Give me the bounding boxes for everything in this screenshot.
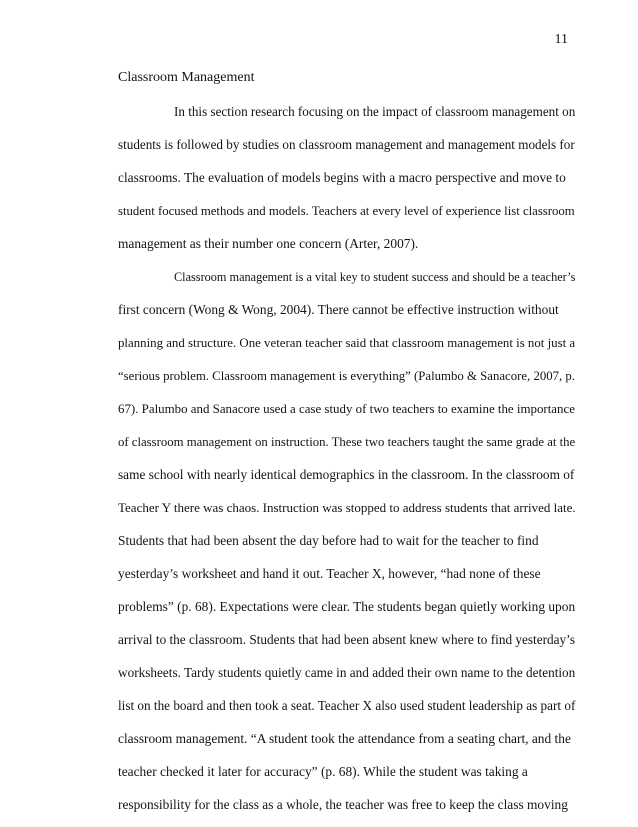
- paragraph-line: arrival to the classroom. Students that had been absent knew where to find yesterday’s: [118, 632, 575, 647]
- section-heading: Classroom Management: [118, 70, 255, 85]
- paragraph-line: worksheets. Tardy students quietly came in and added their own name to the detention: [118, 665, 576, 680]
- paragraph-line: “serious problem. Classroom management is everything” (Palumbo & Sanacore, 2007, p.: [118, 369, 576, 383]
- page-number: 11: [554, 32, 568, 47]
- paragraph-line: first concern (Wong & Wong, 2004). There cannot be effective instruction without: [118, 302, 559, 317]
- paragraph-line: management as their number one concern (Arter, 2007).: [118, 236, 419, 251]
- paragraph-line: problems” (p. 68). Expectations were clear. The students began quietly working upon: [118, 599, 576, 614]
- paragraph-line: of classroom management on instruction. These two teachers taught the same grade at the: [118, 435, 576, 449]
- paragraph-line: responsibility for the class as a whole, the teacher was free to keep the class moving: [118, 797, 568, 812]
- paragraph-line: classroom management. “A student took the attendance from a seating chart, and the: [118, 731, 571, 746]
- paragraph-line: In this section research focusing on the impact of classroom management on: [174, 104, 576, 119]
- paragraph-line: classrooms. The evaluation of models begins with a macro perspective and move to: [118, 170, 566, 185]
- paragraph-line: Teacher Y there was chaos. Instruction was stopped to address students that arrived late.: [118, 500, 576, 515]
- paragraph-line: Classroom management is a vital key to student success and should be a teacher’s: [174, 270, 576, 284]
- paragraph-line: teacher checked it later for accuracy” (p. 68). While the student was taking a: [118, 764, 528, 779]
- paragraph-line: Students that had been absent the day before had to wait for the teacher to find: [118, 533, 539, 548]
- paragraph-line: students is followed by studies on classroom management and management models for: [118, 137, 575, 152]
- paragraph-line: 67). Palumbo and Sanacore used a case study of two teachers to examine the importance: [118, 401, 575, 416]
- paragraph-line: planning and structure. One veteran teacher said that classroom management is not just a: [118, 336, 576, 350]
- paragraph-line: list on the board and then took a seat. Teacher X also used student leadership as part of: [118, 698, 576, 713]
- paragraph-line: yesterday’s worksheet and hand it out. Teacher X, however, “had none of these: [118, 566, 541, 581]
- paragraph-line: same school with nearly identical demographics in the classroom. In the classroom of: [118, 467, 575, 482]
- paragraph-line: student focused methods and models. Teachers at every level of experience list classroom: [118, 204, 575, 218]
